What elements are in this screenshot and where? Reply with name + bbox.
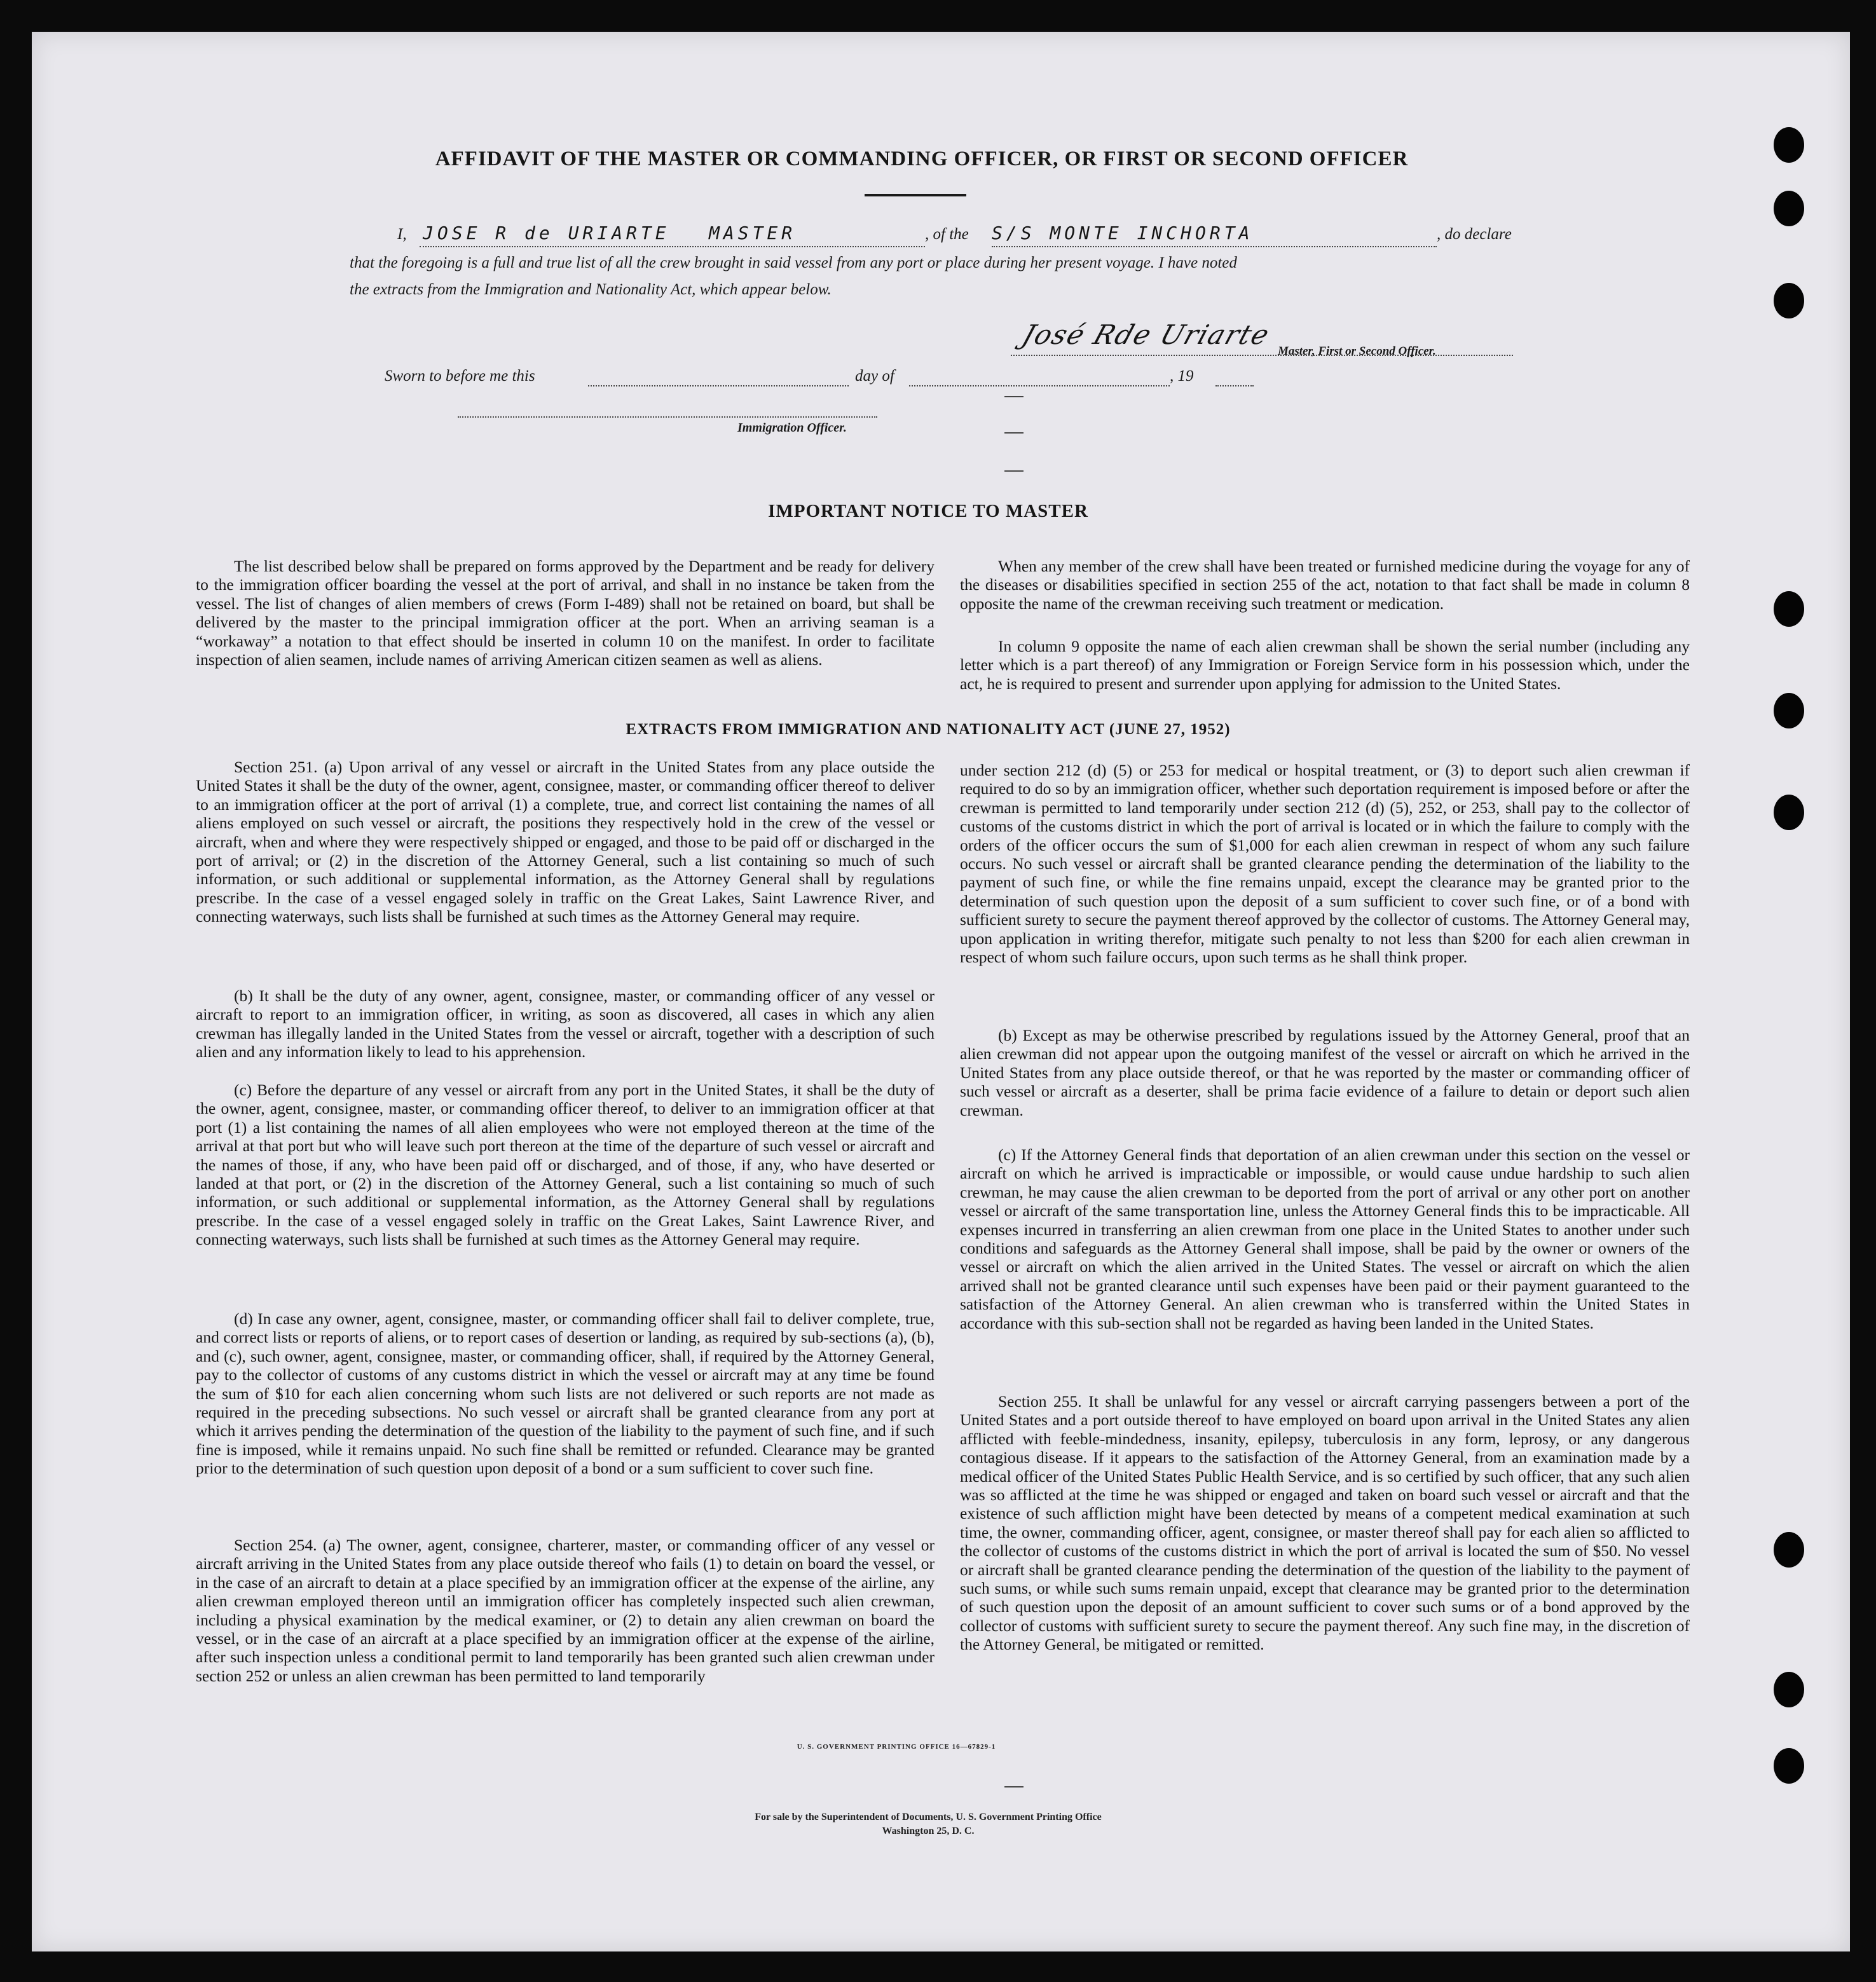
sworn-label: Sworn to before me this (385, 367, 535, 385)
day-of-label: day of (855, 367, 894, 385)
sale-notice-line1: For sale by the Superintendent of Documents, U. S. Government Printing Office (755, 1812, 1102, 1822)
signature-line (1011, 355, 1513, 356)
section-254c: (c) If the Attorney General finds that deportation of an alien crewman under this section on the vessel or aircraft on which he arrived is impracticable or impossible, or would cause undue hardship to such alien crewman, he may cause the alien crewman to be deported from the port of arrival or any other port on another vessel or aircraft of the same transportation line, unless the Attorney General finds this to be impracticable. All expenses incurred in transferring an alien crewman from one place in the United States to another under such conditions and safeguards as the Attorney General shall impose, shall be paid by the owner or owners of the vessel or aircraft on which the alien arrived in the United States. The vessel or aircraft on which the alien arrived shall not be granted clearance until such expenses have been paid or their payment guaranteed to the satisfaction of the Attorney General. An alien crewman who is transferred within the United States in accordance with this sub-section shall not be regarded as having been landed in the United States. (960, 1145, 1690, 1332)
margin-mark (1004, 1786, 1024, 1787)
affidavit-prefix: I, (397, 226, 407, 243)
immigration-officer-caption: Immigration Officer. (737, 421, 847, 435)
master-name-field[interactable]: JOSE R de URIARTE (423, 222, 670, 243)
binder-hole (1774, 591, 1804, 627)
section-254b: (b) Except as may be otherwise prescribed by regulations issued by the Attorney General, proof that an alien crewman did not appear upon the outgoing manifest of the vessel or aircraft on which he arrived in the United States from any place outside thereof, or that he was reported by the master or commanding officer of such vessel or aircraft as a deserter, shall be prima facie evidence of a failure to detain or deport such alien crewman. (960, 1026, 1690, 1119)
do-declare-label: , do declare (1437, 226, 1512, 243)
binder-hole (1774, 283, 1804, 318)
extracts-title: EXTRACTS FROM IMMIGRATION AND NATIONALITY ACT (JUNE 27, 1952) (626, 721, 1231, 738)
section-251a: Section 251. (a) Upon arrival of any vessel or aircraft in the United States from any place outside the United States it shall be the duty of the owner, agent, consignee, master, or commanding officer thereof to deliver to an immigration officer at the port of arrival (1) a complete, true, and correct list containing the names of all aliens employed on such vessel or aircraft, the positions they respectively hold in the crew of the vessel or aircraft, when and where they were respectively shipped or engaged, and those to be paid off or discharged in the port of arrival; or (2) in the discretion of the Attorney General, such a list containing so much of such information, or such additional or supplemental information, as the Attorney General shall by regulations prescribe. In the case of a vessel engaged solely in traffic on the Great Lakes, Saint Lawrence River, and connecting waterways, such lists shall be furnished at such times as the Attorney General may require. (196, 758, 935, 926)
section-254a: Section 254. (a) The owner, agent, consignee, charterer, master, or commanding officer of any vessel or aircraft arriving in the United States from any place outside thereof who fails (1) to detain on board the vessel, or in the case of an aircraft to detain at a place specified by an immigration officer at the expense of the airline, any alien crewman employed thereon until an immigration officer has completely inspected such alien crewman, including a physical examination by the medical examiner, or (2) to detain any alien crewman on board the vessel, or in the case of an aircraft at a place specified by an immigration officer at the expense of the airline, after such inspection unless a conditional permit to land temporarily has been granted such alien crewman under section 252 or unless an alien crewman has been permitted to land temporarily (196, 1536, 935, 1685)
master-signature: José Rde Uriarte (1018, 319, 1275, 350)
document-page (32, 32, 1850, 1951)
notice-right-paragraph-1: When any member of the crew shall have been treated or furnished medicine during the voyage for any of the diseases or disabilities specified in section 255 of the act, notation to that fact shall be made in column 8 opposite the name of the crewman receiving such treatment or medication. (960, 557, 1690, 613)
binder-hole (1774, 191, 1804, 226)
margin-mark (1004, 470, 1024, 472)
binder-hole (1774, 1748, 1804, 1784)
name-rank-field-line (420, 246, 925, 247)
notice-left-paragraph: The list described below shall be prepared on forms approved by the Department and be ready for delivery to the immigration officer boarding the vessel at the port of arrival, and shall in no instance be taken from the vessel. The list of changes of alien members of crews (Form I-489) shall not be retained on board, but shall be delivered by the master to the principal immigration officer at the port. When an arriving seaman is a “workaway” a notation to that effect should be inserted in column 10 on the manifest. In order to facilitate inspection of alien seamen, include names of arriving American citizen seamen as well as aliens. (196, 557, 935, 669)
section-254a-cont: under section 212 (d) (5) or 253 for medical or hospital treatment, or (3) to deport such alien crewman if required to do so by an immigration officer, whether such deportation requirement is imposed before or after the crewman is permitted to land temporarily under section 212 (d) (5), 252, or 253, shall pay to the collector of customs of the customs district in which the port of arrival is located or in which the failure to comply with the orders of the officer occurs the sum of $1,000 for each alien crewman in respect of whom any such failure occurs. No such vessel or aircraft shall be granted clearance pending the determination of the liability to the payment of such fine, or while the fine remains unpaid, except the clearance may be granted prior to the determination of such question upon the deposit of a sum sufficient to cover such fine, or of a bond with sufficient surety to secure the payment thereof approved by the collector of customs. The Attorney General may, upon application in writing therefor, mitigate such penalty to not less than $200 for each alien crewman in respect of whom such failure occurs, upon such terms as he shall think proper. (960, 761, 1690, 967)
margin-mark (1004, 396, 1024, 397)
affidavit-line3: the extracts from the Immigration and Nationality Act, which appear below. (350, 281, 832, 298)
officer-signature-line[interactable] (458, 416, 877, 418)
gpo-imprint: U. S. GOVERNMENT PRINTING OFFICE 16—67829-1 (797, 1743, 996, 1751)
signature-caption: Master, First or Second Officer. (1278, 345, 1436, 358)
sworn-year-line[interactable] (1215, 385, 1254, 386)
notice-title: IMPORTANT NOTICE TO MASTER (768, 501, 1088, 521)
vessel-field-line (992, 246, 1437, 247)
section-251b: (b) It shall be the duty of any owner, agent, consignee, master, or commanding officer of any vessel or aircraft to report to an immigration officer, in writing, as soon as discovered, all cases in which any alien crewman has illegally landed in the United States from the vessel or aircraft, together with a description of such alien and any information likely to lead to his apprehension. (196, 987, 935, 1062)
affidavit-title: AFFIDAVIT OF THE MASTER OR COMMANDING OFFICER, OR FIRST OR SECOND OFFICER (435, 147, 1409, 170)
section-251c: (c) Before the departure of any vessel or aircraft from any port in the United States, it shall be the duty of the owner, agent, consignee, master, or commanding officer thereof, to deliver to an immigration officer at that port (1) a list containing the names of all alien employees who were not employed thereon at the time of the arrival at that port but who will leave such port thereon at the time of the departure of such vessel or aircraft and the names of those, if any, who have been paid off or discharged, and of those, if any, who have deserted or landed at that port, or (2) in the discretion of the Attorney General, such a list containing so much of such information, or such additional or supplemental information, as the Attorney General shall by regulations prescribe. In the case of a vessel engaged solely in traffic on the Great Lakes, Saint Lawrence River, and connecting waterways, such lists shall be furnished at such times as the Attorney General may require. (196, 1081, 935, 1249)
sworn-month-line[interactable] (909, 385, 1170, 386)
rank-field[interactable]: MASTER (709, 222, 797, 243)
vessel-name-field[interactable]: S/S MONTE INCHORTA (992, 222, 1254, 243)
binder-hole (1774, 1672, 1804, 1707)
binder-hole (1774, 795, 1804, 830)
margin-mark (1004, 432, 1024, 434)
notice-right-paragraph-2: In column 9 opposite the name of each alien crewman shall be shown the serial number (including any letter which is a part thereof) of any Immigration or Foreign Service form in his possession which, under the act, he is required to present and surrender upon applying for admission to the United States. (960, 637, 1690, 693)
binder-hole (1774, 1532, 1804, 1568)
sale-notice-line2: Washington 25, D. C. (882, 1826, 975, 1836)
section-255: Section 255. It shall be unlawful for any vessel or aircraft carrying passengers between a port of the United States and a port outside thereof to have employed on board upon arrival in the United States any alien afflicted with feeble-mindedness, insanity, epilepsy, tuberculosis in any form, leprosy, or any dangerous contagious disease. If it appears to the satisfaction of the Attorney General, from an examination made by a medical officer of the United States Public Health Service, and is so certified by such officer, that any such alien was so afflicted at the time he was shipped or engaged and taken on board such vessel or aircraft and that the existence of such affliction might have been detected by means of a competent medical examination at such time, the owner, commanding officer, agent, consignee, or master thereof shall pay for each alien so afflicted to the collector of customs of the customs district in which the port of arrival is located the sum of $50. No vessel or aircraft shall be granted clearance pending the determination of the question of the liability to the payment of such sums, or while such sums remain unpaid, except that clearance may be granted prior to the determination of such question upon the deposit of an amount sufficient to cover such sums or of a bond approved by the collector of customs with sufficient surety to secure the payment thereof. Any such fine may, in the discretion of the Attorney General, be mitigated or remitted. (960, 1392, 1690, 1654)
affidavit-line2: that the foregoing is a full and true list of all the crew brought in said vessel from any port or place during her present voyage. I have noted (350, 254, 1237, 271)
section-251d: (d) In case any owner, agent, consignee, master, or commanding officer shall fail to deliver complete, true, and correct lists or reports of aliens, or to report cases of desertion or landing, as required by sub-sections (a), (b), and (c), such owner, agent, consignee, master, or commanding officer, shall, if required by the Attorney General, pay to the collector of customs of any customs district in which the vessel or aircraft may at any time be found the sum of $10 for each alien concerning whom such lists are not delivered or such reports are not made as required in the preceding subsections. No such vessel or aircraft shall be granted clearance from any port at which it arrives pending the determination of the question of the liability to the payment of such fine, and if such fine is imposed, while it remains unpaid. No such fine shall be remitted or refunded. Clearance may be granted prior to the determination of such question upon deposit of a bond or a sum sufficient to cover such fine. (196, 1309, 935, 1478)
title-rule (865, 194, 966, 196)
of-the-label: , of the (925, 226, 969, 243)
year-label: , 19 (1170, 367, 1194, 385)
sworn-day-line[interactable] (588, 385, 849, 386)
